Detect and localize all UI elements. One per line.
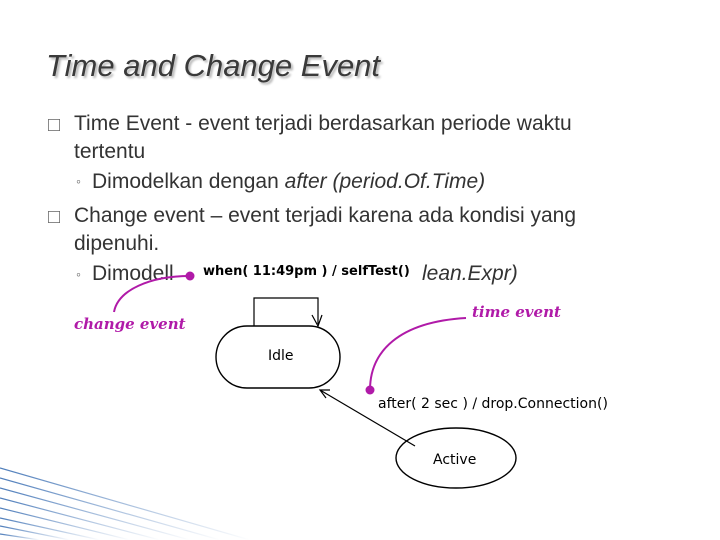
change-event-dot xyxy=(186,272,195,281)
decorative-lines xyxy=(0,468,250,540)
state-idle-label: Idle xyxy=(268,348,294,364)
state-active-label: Active xyxy=(433,452,477,468)
bullet-box-icon: □ xyxy=(48,114,61,136)
change-event-pointer xyxy=(114,276,190,312)
time-event-pointer xyxy=(370,318,466,390)
bullet-2-line-2: dipenuhi. xyxy=(74,232,160,255)
sub-bullet-2-italic: lean.Expr) xyxy=(422,262,518,285)
sub-bullet-1-italic: after (period.Of.Time) xyxy=(284,170,486,193)
transition-label-top: when( 11:49pm ) / selfTest() xyxy=(203,264,410,279)
time-event-dot xyxy=(366,386,375,395)
self-transition-arrowhead xyxy=(312,315,322,326)
change-event-label: change event xyxy=(74,315,186,333)
transition-arrowhead xyxy=(320,390,330,398)
sub-bullet-circle-icon: ◦ xyxy=(76,266,81,282)
sub-bullet-circle-icon: ◦ xyxy=(76,173,81,189)
slide-title: Time and Change Event xyxy=(46,48,381,83)
sub-bullet-2-prefix: Dimodell xyxy=(92,262,174,285)
transition-label-bottom: after( 2 sec ) / drop.Connection() xyxy=(378,396,608,412)
bullet-1-line-2: tertentu xyxy=(74,140,146,163)
bullet-box-icon: □ xyxy=(48,206,61,228)
self-transition-line xyxy=(254,298,318,330)
sub-bullet-1-text: Dimodelkan dengan xyxy=(92,170,285,193)
time-event-label: time event xyxy=(472,303,561,321)
bullet-1-line-1: Time Event - event terjadi berdasarkan periode waktu xyxy=(74,112,572,135)
bullet-2-line-1: Change event – event terjadi karena ada kondisi yang xyxy=(74,204,577,227)
